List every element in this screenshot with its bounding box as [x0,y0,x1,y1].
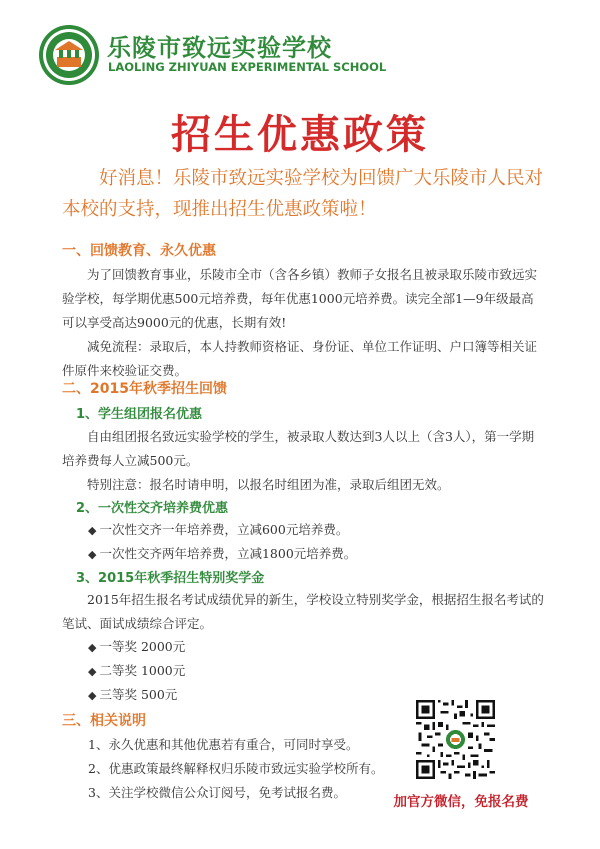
section3-heading: 三、相关说明 [62,713,146,729]
diamond-bullet-icon: ◆ [88,641,97,654]
intro-text: 好消息！乐陵市致远实验学校为回馈广大乐陵市人民对本校的支持，现推出招生优惠政策啦！ [62,168,544,220]
section2-sub2-heading: 2、一次性交齐培养费优惠 [76,501,229,516]
wechat-qr-code-icon [416,700,495,779]
section1-para2: 减免流程：录取后，本人持教师资格证、身份证、单位工作证明、户口簿等相关证件原件来校验证交费。 [62,339,538,378]
diamond-bullet-icon: ◆ [88,689,97,702]
diamond-bullet-icon: ◆ [88,548,97,561]
school-emblem-icon [38,24,100,86]
list-item: ◆ 二等奖 1000元 [88,663,186,678]
diamond-bullet-icon: ◆ [88,665,97,678]
section2-sub1-para2: 特别注意：报名时请申明，以报名时组团为准，录取后组团无效。 [87,477,450,492]
qr-caption: 加官方微信，免报名费 [393,794,529,810]
section2-sub3-para: 2015年招生报名考试成绩优异的新生，学校设立特别奖学金，根据招生报名考试的笔试、面试成绩综合评定。 [62,592,544,631]
list-item: 1、永久优惠和其他优惠若有重合，可同时享受。 [88,737,359,752]
section2-sub1-heading: 1、学生组团报名优惠 [76,407,203,422]
list-item: ◆ 三等奖 500元 [88,687,178,702]
list-item: 2、优惠政策最终解释权归乐陵市致远实验学校所有。 [88,761,384,776]
school-name-cn: 乐陵市致远实验学校 [107,34,332,62]
section2-sub1-para1: 自由组团报名致远实验学校的学生，被录取人数达到3人以上（含3人），第一学期培养费每人立减500元。 [62,429,535,468]
diamond-bullet-icon: ◆ [88,524,97,537]
list-item: ◆ 一次性交齐两年培养费，立减1800元培养费。 [88,546,357,561]
page-title: 招生优惠政策 [171,111,429,158]
section1-heading: 一、回馈教育、永久优惠 [62,243,216,259]
school-name-en: LAOLING ZHIYUAN EXPERIMENTAL SCHOOL [108,60,387,74]
list-item: ◆ 一次性交齐一年培养费，立减600元培养费。 [88,522,349,537]
list-item: ◆ 一等奖 2000元 [88,639,186,654]
section1-para1: 为了回馈教育事业，乐陵市全市（含各乡镇）教师子女报名且被录取乐陵市致远实验学校，每学期优惠500元培养费，每年优惠1000元培养费。读完全部1—9年级最高可以享受高达9000元的优惠，长期有效! [62,267,538,330]
list-item: 3、关注学校微信公众订阅号，免考试报名费。 [88,785,346,800]
section2-sub3-heading: 3、2015年秋季招生特别奖学金 [76,571,265,586]
section2-heading: 二、2015年秋季招生回馈 [62,381,227,397]
